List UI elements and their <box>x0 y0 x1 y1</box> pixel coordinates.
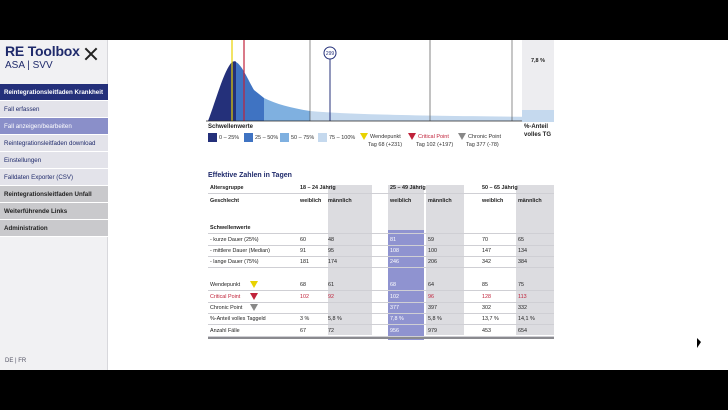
triangle-red-icon <box>250 293 258 300</box>
cell-value: 384 <box>518 259 527 265</box>
col-maennlich: männlich <box>328 198 352 204</box>
cell-value: 453 <box>482 328 491 334</box>
brand <box>5 43 80 71</box>
sidebar-item-4[interactable]: Einstellungen <box>0 152 108 169</box>
tg-label-2: volles TG <box>524 132 552 138</box>
cell-value: 147 <box>482 248 491 254</box>
group-18-24: 18 – 24 Jährig <box>300 185 336 191</box>
cell-value: 65 <box>518 237 524 243</box>
legend-chronic-label: Chronic Point <box>468 133 502 140</box>
table-header-row <box>208 183 554 194</box>
section-title: Effektive Zahlen in Tagen <box>208 172 292 179</box>
legend-chronic <box>458 133 501 140</box>
legend-chronic-sub: Tag 377 (-78) <box>466 142 499 148</box>
swatch-q1 <box>208 133 217 142</box>
sidebar-item-2[interactable]: Fall anzeigen/bearbeiten <box>0 118 108 135</box>
swatch-q2 <box>244 133 253 142</box>
cell-value: 92 <box>328 294 334 300</box>
swatch-q4 <box>318 133 327 142</box>
triangle-outline-icon <box>458 133 466 140</box>
legend-q1 <box>208 133 239 142</box>
cell-value: 64 <box>428 282 434 288</box>
col-weiblich: weiblich <box>300 198 322 204</box>
cell-value: 96 <box>428 294 434 300</box>
cell-value: 68 <box>390 282 396 288</box>
table-row <box>208 314 554 325</box>
cell-value: 85 <box>482 282 488 288</box>
legend-q3 <box>280 133 314 142</box>
table-row <box>208 292 554 303</box>
group-25-49: 25 – 49 Jährig <box>390 185 426 191</box>
table-row <box>208 246 554 257</box>
distribution-chart <box>206 40 554 122</box>
app-window <box>0 40 728 370</box>
cell-value: 342 <box>482 259 491 265</box>
table-row <box>208 326 554 337</box>
x-axis-label: Schwellenwerte <box>208 124 254 130</box>
group-50-65: 50 – 65 Jährig <box>482 185 518 191</box>
legend-q1-label: 0 – 25% <box>219 134 240 141</box>
brand-title: RE Toolbox <box>5 43 80 59</box>
cell-value: 13,7 % <box>482 316 499 322</box>
cell-value: 3 % <box>300 316 310 322</box>
col-weiblich: weiblich <box>390 198 412 204</box>
cell-value: 68 <box>300 282 306 288</box>
col-maennlich: männlich <box>428 198 452 204</box>
tg-label-1: %-Anteil <box>524 124 548 130</box>
table-row <box>208 280 554 291</box>
cell-value: 60 <box>300 237 306 243</box>
sidebar-nav <box>0 84 108 237</box>
cell-value: 302 <box>482 305 491 311</box>
cell-value: 377 <box>390 305 399 311</box>
cell-value: 59 <box>428 237 434 243</box>
cell-value: 181 <box>300 259 309 265</box>
cell-value: 979 <box>428 328 437 334</box>
legend-q4 <box>318 133 355 142</box>
legend-critical-sub: Tag 102 (+197) <box>416 142 454 148</box>
sidebar-item-5[interactable]: Falldaten Exporter (CSV) <box>0 169 108 186</box>
cell-value: 102 <box>300 294 309 300</box>
row-label: Chronic Point <box>210 305 243 311</box>
row-label: Critical Point <box>210 294 241 300</box>
age-group-label: Altersgruppe <box>210 185 244 191</box>
cell-value: 75 <box>518 282 524 288</box>
tg-bar <box>522 110 554 122</box>
sidebar-item-0[interactable]: Reintegrationsleitfaden Krankheit <box>0 84 108 101</box>
cell-value: 113 <box>518 294 527 300</box>
row-label: - mittlere Dauer (Median) <box>210 248 270 254</box>
row-label: - lange Dauer (75%) <box>210 259 259 265</box>
triangle-red-icon <box>408 133 416 140</box>
tg-value: 7,8 % <box>530 58 546 64</box>
row-label: %-Anteil volles Taggeld <box>210 316 266 322</box>
cell-value: 956 <box>390 328 399 334</box>
cell-value: 134 <box>518 248 527 254</box>
triangle-yellow-icon <box>250 281 258 288</box>
triangle-outline-icon <box>250 304 258 311</box>
cell-value: 397 <box>428 305 437 311</box>
sidebar-item-7[interactable]: Weiterführende Links <box>0 203 108 220</box>
close-icon[interactable] <box>84 47 98 61</box>
cell-value: 5,8 % <box>428 316 442 322</box>
cell-value: 246 <box>390 259 399 265</box>
table-gender-row <box>208 196 554 207</box>
row-label: - kurze Dauer (25%) <box>210 237 259 243</box>
cell-value: 206 <box>428 259 437 265</box>
legend-wendepunkt-sub: Tag 68 (+231) <box>368 142 403 148</box>
triangle-yellow-icon <box>360 133 368 140</box>
legend <box>208 133 518 153</box>
table-section-row <box>208 223 554 234</box>
row-label: Anzahl Fälle <box>210 328 240 334</box>
sidebar-item-6[interactable]: Reintegrationsleitfaden Unfall <box>0 186 108 203</box>
col-maennlich: männlich <box>518 198 542 204</box>
language-switch[interactable]: DE | FR <box>5 358 27 364</box>
cell-value: 14,1 % <box>518 316 535 322</box>
sidebar-item-3[interactable]: Reintegrationsleitfaden download <box>0 135 108 152</box>
schwellenwerte-label: Schwellenwerte <box>210 225 251 231</box>
cell-value: 7,8 % <box>390 316 404 322</box>
legend-q4-label: 75 – 100% <box>329 134 356 141</box>
col-weiblich: weiblich <box>482 198 504 204</box>
legend-q2 <box>244 133 278 142</box>
table-bottom-rule <box>208 337 554 339</box>
cell-value: 91 <box>300 248 306 254</box>
legend-wendepunkt <box>360 133 401 140</box>
table-row <box>208 257 554 268</box>
cell-value: 108 <box>390 248 399 254</box>
cell-value: 81 <box>390 237 396 243</box>
cell-value: 100 <box>428 248 437 254</box>
table-row <box>208 235 554 246</box>
cell-value: 70 <box>482 237 488 243</box>
cell-value: 5,8 % <box>328 316 342 322</box>
cell-value: 332 <box>518 305 527 311</box>
cell-value: 95 <box>328 248 334 254</box>
marker-label: 299 <box>325 51 335 57</box>
legend-critical <box>408 133 449 140</box>
legend-q3-label: 50 – 75% <box>291 134 315 141</box>
cell-value: 654 <box>518 328 527 334</box>
cell-value: 102 <box>390 294 399 300</box>
table-row <box>208 303 554 314</box>
row-label: Wendepunkt <box>210 282 241 288</box>
sidebar-item-1[interactable]: Fall erfassen <box>0 101 108 118</box>
mouse-cursor-icon <box>697 338 701 348</box>
legend-q2-label: 25 – 50% <box>255 134 279 141</box>
cell-value: 61 <box>328 282 334 288</box>
cell-value: 48 <box>328 237 334 243</box>
brand-subtitle: ASA | SVV <box>5 60 53 71</box>
legend-wendepunkt-label: Wendepunkt <box>370 133 401 140</box>
sidebar-item-8[interactable]: Administration <box>0 220 108 237</box>
tg-chart <box>522 40 554 122</box>
cell-value: 174 <box>328 259 337 265</box>
cell-value: 128 <box>482 294 491 300</box>
cell-value: 72 <box>328 328 334 334</box>
sidebar <box>0 40 108 370</box>
swatch-q3 <box>280 133 289 142</box>
legend-critical-label: Critical Point <box>418 133 449 140</box>
cell-value: 67 <box>300 328 306 334</box>
gender-label: Geschlecht <box>210 198 240 204</box>
